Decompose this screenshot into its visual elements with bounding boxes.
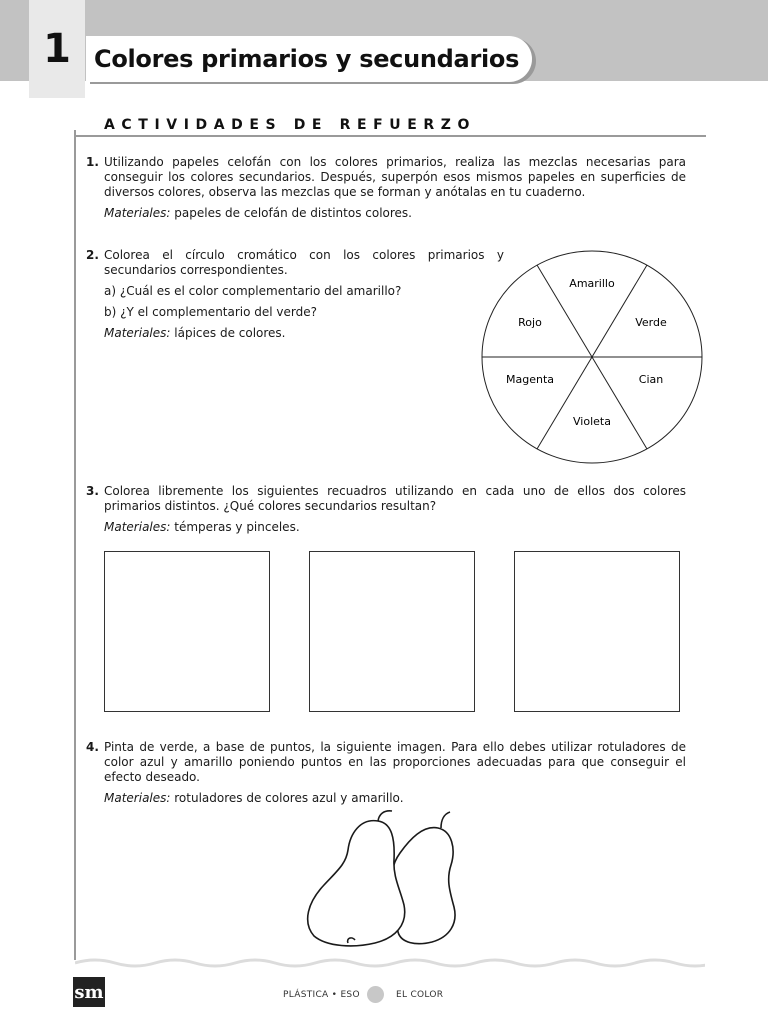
materials-label: Materiales: [104, 520, 171, 534]
unit-number: 1 [29, 0, 85, 98]
activity-text: Pinta de verde, a base de puntos, la siguiente imagen. Para ello debes utilizar rotuladores de color azul y amarillo poniendo puntos en las proporciones adecuadas para que conseguir el efecto deseado. [104, 740, 686, 784]
activity-2 [86, 248, 504, 341]
activity-1 [86, 155, 686, 221]
activity-materials [104, 791, 686, 806]
question-b: b) ¿Y el complementario del verde? [104, 305, 318, 319]
segment-label-rojo: Rojo [518, 316, 542, 329]
segment-label-magenta: Magenta [505, 373, 555, 386]
section-label: ACTIVIDADES DE REFUERZO [104, 117, 477, 133]
coloring-box-2[interactable] [309, 551, 475, 712]
pear-back-stem-icon [441, 812, 450, 828]
segment-label-cian: Cian [638, 373, 664, 386]
question-a: a) ¿Cuál es el color complementario del amarillo? [104, 284, 402, 298]
section-rule [74, 135, 706, 137]
materials-label: Materiales: [104, 206, 171, 220]
materials-text: rotuladores de colores azul y amarillo. [174, 791, 404, 805]
materials-label: Materiales: [104, 326, 171, 340]
activity-materials [104, 520, 686, 535]
pear-back-icon [393, 828, 455, 944]
pear-front-stem-icon [378, 811, 392, 821]
activity-text: Utilizando papeles celofán con los colores primarios, realiza las mezclas necesarias para conseguir los colores secundarios. Después, superpón esos mismos papeles en superficies de diversos colores, observa las mezclas que se forman y anótalas en tu cuaderno. [104, 155, 686, 199]
coloring-box-3[interactable] [514, 551, 680, 712]
activity-4 [86, 740, 686, 806]
materials-label: Materiales: [104, 791, 171, 805]
activity-number: 4. [86, 740, 99, 754]
activity-materials [104, 206, 686, 221]
publisher-logo: sm [73, 977, 105, 1007]
footer-dot-icon [367, 986, 384, 1003]
color-wheel [478, 248, 706, 468]
activity-number: 1. [86, 155, 99, 169]
title-tab [86, 36, 532, 82]
footer-wave [75, 955, 705, 969]
activity-3 [86, 484, 686, 535]
pears-illustration[interactable] [300, 805, 480, 950]
page-title: Colores primarios y secundarios [94, 45, 520, 73]
left-margin-rule [74, 130, 76, 960]
activity-number: 2. [86, 248, 99, 262]
activity-text: Colorea libremente los siguientes recuadros utilizando en cada uno de ellos dos colores primarios distintos. ¿Qué colores secundarios resultan? [104, 484, 686, 513]
footer-topic: EL COLOR [396, 990, 444, 1000]
pear-front-icon [308, 821, 405, 946]
materials-text: témperas y pinceles. [174, 520, 300, 534]
materials-text: papeles de celofán de distintos colores. [174, 206, 412, 220]
coloring-box-1[interactable] [104, 551, 270, 712]
segment-label-violeta: Violeta [573, 415, 611, 428]
segment-label-amarillo: Amarillo [569, 277, 615, 290]
activity-number: 3. [86, 484, 99, 498]
activity-text: Colorea el círculo cromático con los colores primarios y secundarios correspondientes. [104, 248, 504, 277]
segment-label-verde: Verde [635, 316, 667, 329]
materials-text: lápices de colores. [174, 326, 286, 340]
footer-subject: PLÁSTICA • ESO [283, 990, 360, 1000]
activity-materials [104, 326, 504, 341]
